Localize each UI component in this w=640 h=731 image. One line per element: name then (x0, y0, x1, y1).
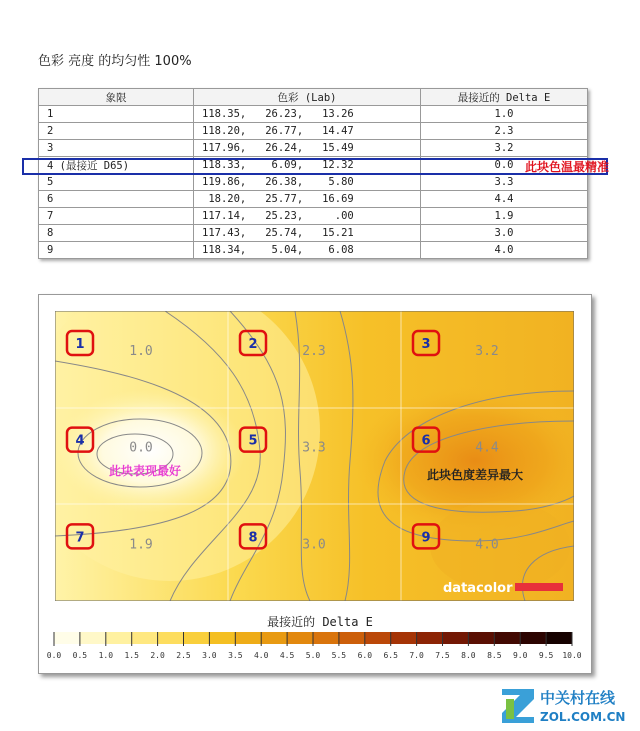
colorbar-swatch (80, 632, 106, 644)
colorbar (40, 628, 600, 668)
delta-e-cell: 3.2 (421, 140, 588, 157)
brand-bar (515, 583, 563, 591)
watermark-cn: 中关村在线 (540, 689, 616, 707)
colorbar-tick-label: 2.0 (150, 651, 165, 660)
quadrant-cell: 1 (39, 106, 194, 123)
colorbar-swatch (287, 632, 313, 644)
lab-cell: 119.86, 26.38, 5.80 (194, 174, 421, 191)
colorbar-tick-label: 8.5 (487, 651, 502, 660)
colorbar-tick-label: 2.5 (176, 651, 191, 660)
heatmap-lower-right-zone (430, 501, 570, 591)
cell-value-label: 3.3 (302, 440, 326, 456)
colorbar-tick-label: 10.0 (562, 651, 582, 660)
colorbar-tick-label: 4.0 (253, 651, 269, 660)
quadrant-cell: 4 (最接近 D65) (39, 157, 194, 174)
cell-value-label: 4.4 (475, 440, 499, 456)
cell-value-label: 4.0 (475, 537, 499, 553)
delta-e-cell: 1.9 (421, 208, 588, 225)
cell-id-label: 3 (421, 337, 431, 352)
cell-id-label: 4 (75, 433, 85, 449)
lab-cell: 118.20, 26.77, 14.47 (194, 123, 421, 140)
cell-value-label: 0.0 (129, 440, 153, 456)
colorbar-swatch (261, 632, 287, 644)
colorbar-swatch (365, 632, 391, 644)
watermark-en: ZOL.COM.CN (540, 710, 626, 724)
colorbar-swatch (443, 632, 469, 644)
header-delta-e: 最接近的 Delta E (421, 89, 588, 106)
header-lab: 色彩 (Lab) (194, 89, 421, 106)
colorbar-swatch (546, 632, 572, 644)
colorbar-swatch (158, 632, 184, 644)
colorbar-swatch (468, 632, 494, 644)
colorbar-tick-label: 5.0 (305, 651, 321, 660)
colorbar-tick-label: 1.0 (98, 651, 114, 660)
legend-title: 最接近的 Delta E (267, 615, 373, 629)
annotation-worst: 此块色度差异最大 (427, 468, 524, 482)
quadrant-cell: 8 (39, 225, 194, 242)
lab-cell: 18.20, 25.77, 16.69 (194, 191, 421, 208)
header-quadrant: 象限 (39, 89, 194, 106)
colorbar-swatch (494, 632, 520, 644)
colorbar-tick-label: 4.5 (279, 651, 295, 660)
colorbar-swatch (339, 632, 365, 644)
table-row (39, 191, 588, 208)
cell-value-label: 1.9 (129, 537, 153, 553)
cell-id-label: 5 (248, 433, 258, 449)
colorbar-tick-label: 5.5 (331, 651, 347, 660)
quadrant-cell: 6 (39, 191, 194, 208)
cell-value-label: 3.2 (475, 344, 499, 359)
table-row (39, 106, 588, 123)
colorbar-tick-label: 6.0 (357, 651, 373, 660)
colorbar-tick-label: 9.5 (538, 651, 554, 660)
colorbar-tick-label: 3.5 (228, 651, 243, 660)
colorbar-tick-label: 0.5 (72, 651, 88, 660)
table-row (39, 208, 588, 225)
brand-datacolor: datacolor (443, 581, 513, 596)
zol-watermark (500, 683, 630, 727)
quadrant-cell: 3 (39, 140, 194, 157)
delta-e-cell: 1.0 (421, 106, 588, 123)
table-row (39, 140, 588, 157)
cell-id-label: 8 (248, 530, 258, 546)
colorbar-tick-label: 7.5 (435, 651, 450, 660)
cell-value-label: 3.0 (302, 537, 326, 553)
uniformity-heatmap (55, 311, 574, 601)
row-highlight-box (22, 158, 608, 175)
delta-e-cell: 2.3 (421, 123, 588, 140)
cell-id-label: 9 (421, 530, 431, 546)
table-row (39, 242, 588, 259)
quadrant-cell: 7 (39, 208, 194, 225)
zol-logo-icon (502, 689, 534, 723)
lab-cell: 117.14, 25.23, .00 (194, 208, 421, 225)
lab-cell: 117.43, 25.74, 15.21 (194, 225, 421, 242)
cell-id-label: 6 (421, 433, 431, 449)
colorbar-tick-label: 6.5 (383, 651, 398, 660)
colorbar-tick-label: 3.0 (202, 651, 217, 660)
highlight-annotation: 此块色温最精准 (525, 160, 610, 174)
table-row (39, 123, 588, 140)
colorbar-swatch (313, 632, 339, 644)
delta-e-cell: 3.0 (421, 225, 588, 242)
lab-cell: 118.35, 26.23, 13.26 (194, 106, 421, 123)
table-row (39, 174, 588, 191)
delta-e-cell: 0.0 (421, 157, 588, 174)
colorbar-swatch (132, 632, 158, 644)
quadrant-cell: 5 (39, 174, 194, 191)
delta-e-cell: 3.3 (421, 174, 588, 191)
lab-cell: 117.96, 26.24, 15.49 (194, 140, 421, 157)
lab-cell: 118.33, 6.09, 12.32 (194, 157, 421, 174)
colorbar-tick-label: 8.0 (461, 651, 476, 660)
colorbar-swatch (209, 632, 235, 644)
colorbar-swatch (184, 632, 210, 644)
cell-id-label: 2 (248, 337, 258, 352)
annotation-best: 此块表现最好 (109, 464, 182, 478)
colorbar-swatch (391, 632, 417, 644)
colorbar-tick-label: 1.5 (124, 651, 139, 660)
delta-e-cell: 4.0 (421, 242, 588, 259)
table-row (39, 225, 588, 242)
cell-value-label: 2.3 (302, 344, 326, 359)
colorbar-tick-label: 7.0 (409, 651, 424, 660)
page-title: 色彩 亮度 的均匀性 100% (38, 54, 192, 69)
delta-e-cell: 4.4 (421, 191, 588, 208)
cell-id-label: 7 (75, 530, 85, 546)
lab-cell: 118.34, 5.04, 6.08 (194, 242, 421, 259)
cell-id-label: 1 (75, 337, 85, 352)
table-header-row (39, 89, 588, 106)
colorbar-tick-label: 9.0 (512, 651, 528, 660)
colorbar-swatch (54, 632, 80, 644)
colorbar-swatch (235, 632, 261, 644)
colorbar-swatch (106, 632, 132, 644)
quadrant-cell: 2 (39, 123, 194, 140)
colorbar-swatch (520, 632, 546, 644)
colorbar-tick-label: 0.0 (46, 651, 62, 660)
cell-value-label: 1.0 (129, 344, 153, 359)
colorbar-swatch (417, 632, 443, 644)
quadrant-cell: 9 (39, 242, 194, 259)
